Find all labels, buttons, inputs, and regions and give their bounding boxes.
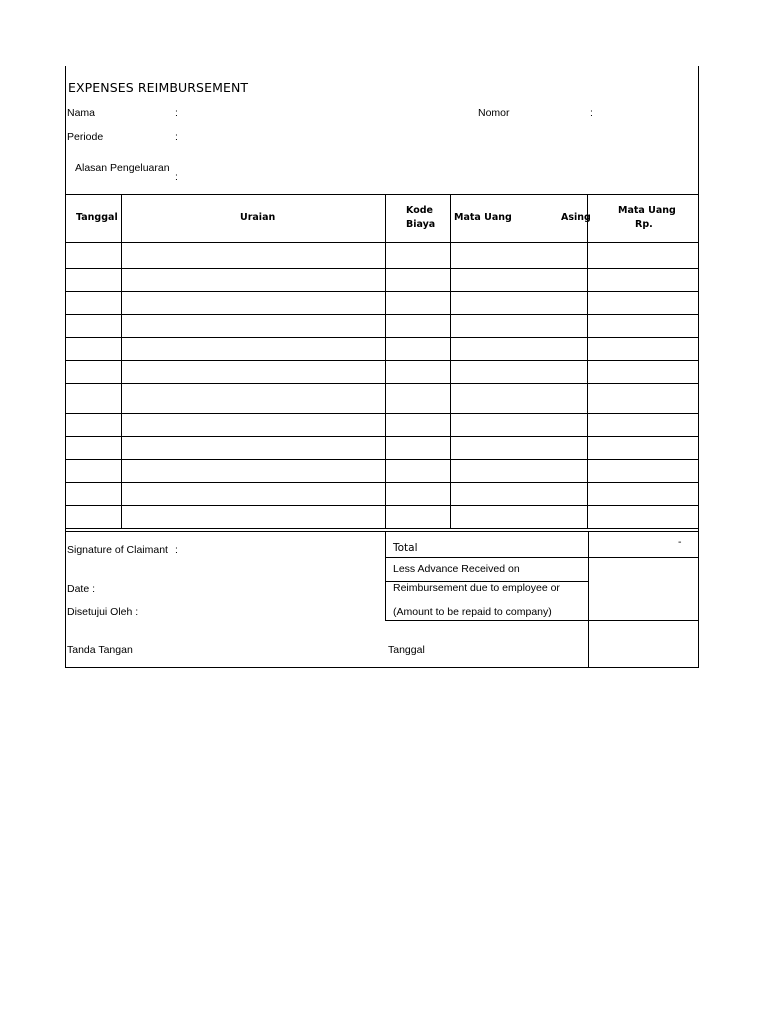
cell-mata-uang-asing[interactable] xyxy=(451,315,588,338)
tanggal-footer-label: Tanggal xyxy=(388,644,425,656)
cell-uraian[interactable] xyxy=(122,483,386,506)
cell-uraian[interactable] xyxy=(122,315,386,338)
header-mata-uang-asing: Mata Uang Asing xyxy=(451,195,588,243)
cell-tanggal[interactable] xyxy=(66,384,122,414)
table-row xyxy=(66,338,699,361)
header-uraian: Uraian xyxy=(122,195,386,243)
form-title: EXPENSES REIMBURSEMENT xyxy=(68,80,249,95)
cell-mata-uang-asing[interactable] xyxy=(451,269,588,292)
table-row xyxy=(66,243,699,269)
less-advance-label: Less Advance Received on xyxy=(393,563,520,575)
cell-mata-uang-asing[interactable] xyxy=(451,338,588,361)
cell-uraian[interactable] xyxy=(122,292,386,315)
table-row xyxy=(66,414,699,437)
cell-mata-uang-asing[interactable] xyxy=(451,437,588,460)
advance-value-cell[interactable] xyxy=(589,558,697,619)
table-row xyxy=(66,315,699,338)
date-label: Date : xyxy=(67,583,96,595)
cell-uraian[interactable] xyxy=(122,384,386,414)
cell-mata-uang-asing[interactable] xyxy=(451,460,588,483)
cell-tanggal[interactable] xyxy=(66,437,122,460)
cell-mata-uang-rp[interactable] xyxy=(588,414,699,437)
cell-kode-biaya[interactable] xyxy=(386,292,451,315)
alasan-field[interactable] xyxy=(182,164,692,184)
expense-table xyxy=(65,194,699,529)
signature-label: Signature of Claimant xyxy=(67,544,168,556)
cell-kode-biaya[interactable] xyxy=(386,384,451,414)
cell-mata-uang-rp[interactable] xyxy=(588,460,699,483)
cell-uraian[interactable] xyxy=(122,269,386,292)
cell-kode-biaya[interactable] xyxy=(386,361,451,384)
total-value-cell[interactable] xyxy=(589,532,697,556)
cell-kode-biaya[interactable] xyxy=(386,315,451,338)
approval-cell[interactable] xyxy=(589,621,697,666)
cell-uraian[interactable] xyxy=(122,506,386,529)
cell-mata-uang-asing[interactable] xyxy=(451,384,588,414)
cell-tanggal[interactable] xyxy=(66,460,122,483)
cell-mata-uang-rp[interactable] xyxy=(588,315,699,338)
cell-uraian[interactable] xyxy=(122,243,386,269)
table-row xyxy=(66,460,699,483)
cell-tanggal[interactable] xyxy=(66,269,122,292)
signature-colon: : xyxy=(175,544,178,556)
table-row xyxy=(66,384,699,414)
cell-kode-biaya[interactable] xyxy=(386,243,451,269)
cell-mata-uang-rp[interactable] xyxy=(588,243,699,269)
cell-kode-biaya[interactable] xyxy=(386,483,451,506)
cell-tanggal[interactable] xyxy=(66,338,122,361)
cell-mata-uang-asing[interactable] xyxy=(451,483,588,506)
table-header-row xyxy=(66,195,699,243)
table-row xyxy=(66,361,699,384)
cell-mata-uang-rp[interactable] xyxy=(588,437,699,460)
cell-mata-uang-asing[interactable] xyxy=(451,292,588,315)
alasan-label: Alasan Pengeluaran xyxy=(75,162,170,174)
cell-mata-uang-asing[interactable] xyxy=(451,414,588,437)
cell-kode-biaya[interactable] xyxy=(386,460,451,483)
amount-repaid-label: (Amount to be repaid to company) xyxy=(393,606,552,618)
cell-mata-uang-rp[interactable] xyxy=(588,269,699,292)
table-row xyxy=(66,506,699,529)
cell-kode-biaya[interactable] xyxy=(386,414,451,437)
cell-kode-biaya[interactable] xyxy=(386,338,451,361)
cell-uraian[interactable] xyxy=(122,361,386,384)
table-row xyxy=(66,483,699,506)
disetujui-label: Disetujui Oleh : xyxy=(67,606,139,618)
nama-colon: : xyxy=(175,107,178,119)
cell-mata-uang-asing[interactable] xyxy=(451,361,588,384)
cell-kode-biaya[interactable] xyxy=(386,269,451,292)
reimbursement-due-label: Reimbursement due to employee or xyxy=(393,582,560,594)
form-bottom-border xyxy=(65,667,699,668)
alasan-colon: : xyxy=(175,171,178,183)
total-value: - xyxy=(678,536,682,548)
cell-kode-biaya[interactable] xyxy=(386,506,451,529)
cell-uraian[interactable] xyxy=(122,414,386,437)
cell-mata-uang-rp[interactable] xyxy=(588,483,699,506)
cell-tanggal[interactable] xyxy=(66,315,122,338)
nama-label: Nama xyxy=(67,107,96,119)
cell-mata-uang-asing[interactable] xyxy=(451,506,588,529)
cell-mata-uang-rp[interactable] xyxy=(588,338,699,361)
tanda-tangan-label: Tanda Tangan xyxy=(67,644,133,656)
header-tanggal: Tanggal xyxy=(66,195,122,243)
nomor-label: Nomor xyxy=(478,107,510,119)
cell-kode-biaya[interactable] xyxy=(386,437,451,460)
cell-mata-uang-rp[interactable] xyxy=(588,361,699,384)
cell-uraian[interactable] xyxy=(122,437,386,460)
header-kode-biaya: Kode Biaya xyxy=(386,195,451,243)
cell-mata-uang-rp[interactable] xyxy=(588,384,699,414)
summary-top-rule-left xyxy=(65,531,385,532)
total-label: Total xyxy=(393,542,418,554)
cell-tanggal[interactable] xyxy=(66,483,122,506)
nomor-colon: : xyxy=(590,107,593,119)
cell-tanggal[interactable] xyxy=(66,243,122,269)
cell-tanggal[interactable] xyxy=(66,292,122,315)
header-mata-uang-rp: Mata Uang Rp. xyxy=(588,195,699,243)
summary-box-left-border xyxy=(385,531,386,621)
cell-uraian[interactable] xyxy=(122,460,386,483)
cell-tanggal[interactable] xyxy=(66,414,122,437)
signature-field[interactable] xyxy=(182,538,378,558)
table-row xyxy=(66,292,699,315)
cell-tanggal[interactable] xyxy=(66,361,122,384)
date-field[interactable] xyxy=(105,578,378,598)
periode-label: Periode xyxy=(67,131,104,143)
cell-mata-uang-rp[interactable] xyxy=(588,292,699,315)
cell-uraian[interactable] xyxy=(122,338,386,361)
cell-mata-uang-asing[interactable] xyxy=(451,243,588,269)
table-row xyxy=(66,269,699,292)
periode-field[interactable] xyxy=(182,128,462,144)
nama-field[interactable] xyxy=(182,104,462,120)
periode-colon: : xyxy=(175,131,178,143)
table-row xyxy=(66,437,699,460)
cell-tanggal[interactable] xyxy=(66,506,122,529)
cell-mata-uang-rp[interactable] xyxy=(588,506,699,529)
nomor-field[interactable] xyxy=(597,104,695,120)
